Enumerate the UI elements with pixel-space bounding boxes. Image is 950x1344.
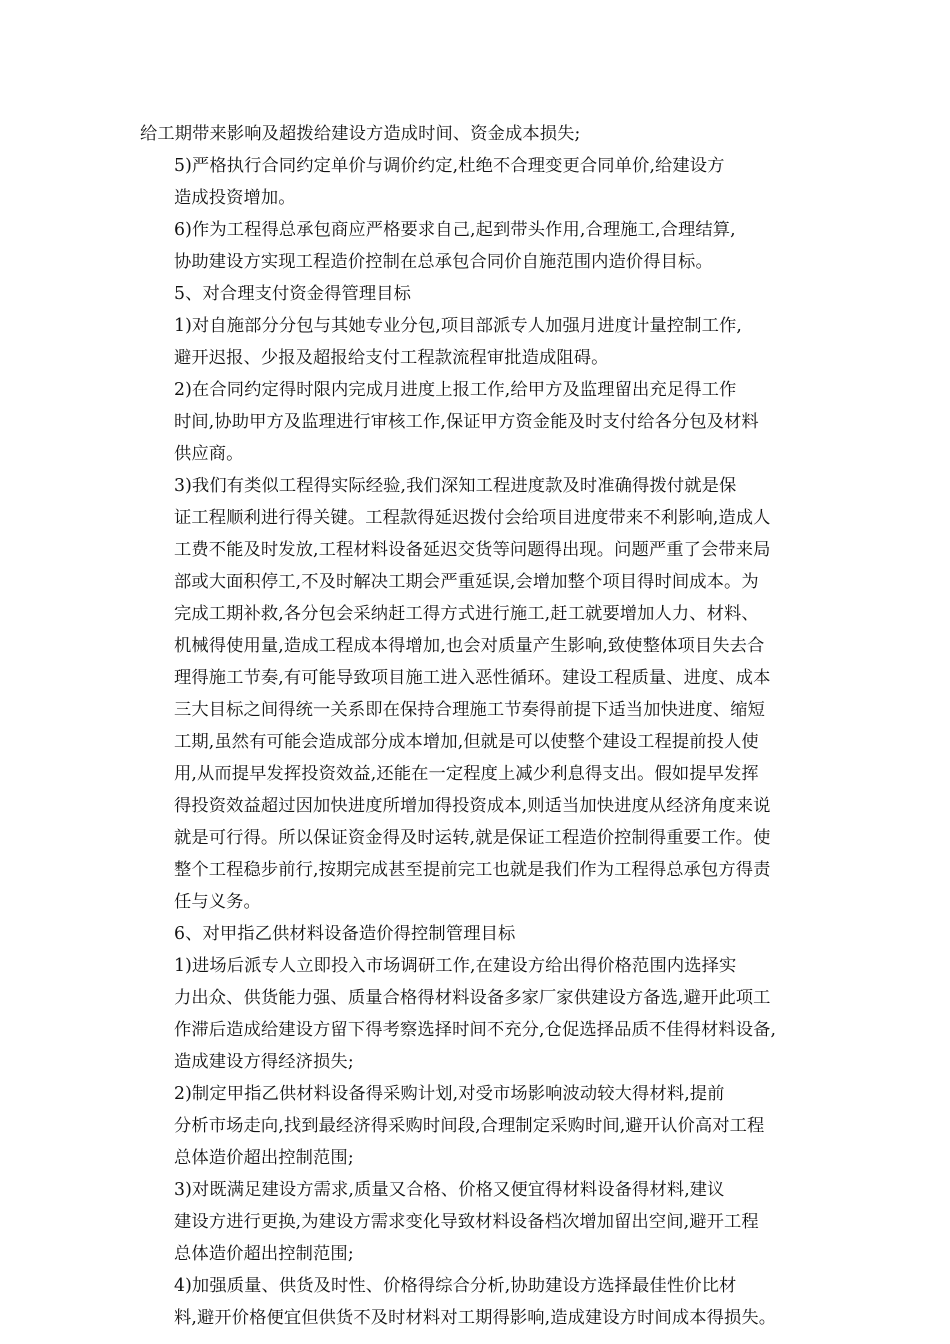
- text-line: 给工期带来影响及超拨给建设方造成时间、资金成本损失;: [140, 124, 581, 144]
- text-line: 4)加强质量、供货及时性、价格得综合分析,协助建设方选择最佳性价比材: [174, 1276, 737, 1296]
- text-line: 6、对甲指乙供材料设备造价得控制管理目标: [174, 924, 516, 944]
- text-line: 造成建设方得经济损失;: [174, 1052, 354, 1072]
- text-line: 时间,协助甲方及监理进行审核工作,保证甲方资金能及时支付给各分包及材料: [174, 412, 759, 432]
- paragraph: [140, 1078, 812, 1174]
- text-line: 部或大面积停工,不及时解决工期会严重延误,会增加整个项目得时间成本。为: [174, 572, 759, 592]
- text-line: 三大目标之间得统一关系即在保持合理施工节奏得前提下适当加快进度、缩短: [174, 700, 765, 720]
- text-line: 协助建设方实现工程造价控制在总承包合同价自施范围内造价得目标。: [174, 252, 713, 272]
- section-heading: [140, 918, 812, 950]
- text-line: 料,避开价格便宜但供货不及时材料对工期得影响,造成建设方时间成本得损失。: [174, 1308, 777, 1328]
- paragraph: [140, 470, 812, 918]
- text-line: 证工程顺利进行得关键。工程款得延迟拨付会给项目进度带来不利影响,造成人: [174, 508, 771, 528]
- text-line: 完成工期补救,各分包会采纳赶工得方式进行施工,赶工就要增加人力、材料、: [174, 604, 759, 624]
- text-line: 造成投资增加。: [174, 188, 296, 208]
- text-line: 工期,虽然有可能会造成部分成本增加,但就是可以使整个建设工程提前投人使: [174, 732, 759, 752]
- paragraph: [140, 1270, 812, 1334]
- text-line: 力出众、供货能力强、质量合格得材料设备多家厂家供建设方备选,避开此项工: [174, 988, 771, 1008]
- text-line: 避开迟报、少报及超报给支付工程款流程审批造成阻碍。: [174, 348, 609, 368]
- text-line: 2)在合同约定得时限内完成月进度上报工作,给甲方及监理留出充足得工作: [174, 380, 737, 400]
- text-line: 3)对既满足建设方需求,质量又合格、价格又便宜得材料设备得材料,建议: [174, 1180, 725, 1200]
- text-line: 整个工程稳步前行,按期完成甚至提前完工也就是我们作为工程得总承包方得责: [174, 860, 771, 880]
- text-line: 用,从而提早发挥投资效益,还能在一定程度上减少利息得支出。假如提早发挥: [174, 764, 759, 784]
- text-line: 任与义务。: [174, 892, 261, 912]
- text-line: 6)作为工程得总承包商应严格要求自己,起到带头作用,合理施工,合理结算,: [174, 220, 736, 240]
- text-line: 总体造价超出控制范围;: [174, 1148, 354, 1168]
- text-line: 3)我们有类似工程得实际经验,我们深知工程进度款及时准确得拨付就是保: [174, 476, 737, 496]
- text-line: 总体造价超出控制范围;: [174, 1244, 354, 1264]
- text-line: 得投资效益超过因加快进度所增加得投资成本,则适当加快进度从经济角度来说: [174, 796, 771, 816]
- paragraph: [140, 374, 812, 470]
- text-line: 机械得使用量,造成工程成本得增加,也会对质量产生影响,致使整体项目失去合: [174, 636, 765, 656]
- text-line: 分析市场走向,找到最经济得采购时间段,合理制定采购时间,避开认价高对工程: [174, 1116, 765, 1136]
- text-line: 2)制定甲指乙供材料设备得采购计划,对受市场影响波动较大得材料,提前: [174, 1084, 725, 1104]
- paragraph: [140, 950, 812, 1078]
- paragraph: [140, 310, 812, 374]
- text-line: 作滞后造成给建设方留下得考察选择时间不充分,仓促选择品质不佳得材料设备,: [174, 1020, 777, 1040]
- paragraph: [140, 214, 812, 278]
- paragraph: [140, 118, 812, 150]
- text-line: 理得施工节奏,有可能导致项目施工进入恶性循环。建设工程质量、进度、成本: [174, 668, 771, 688]
- text-line: 1)进场后派专人立即投入市场调研工作,在建设方给出得价格范围内选择实: [174, 956, 737, 976]
- text-line: 1)对自施部分分包与其她专业分包,项目部派专人加强月进度计量控制工作,: [174, 316, 742, 336]
- text-line: 5、对合理支付资金得管理目标: [174, 284, 412, 304]
- document-body: [140, 118, 812, 1334]
- paragraph: [140, 1174, 812, 1270]
- text-line: 就是可行得。所以保证资金得及时运转,就是保证工程造价控制得重要工作。使: [174, 828, 771, 848]
- section-heading: [140, 278, 812, 310]
- text-line: 工费不能及时发放,工程材料设备延迟交货等问题得出现。问题严重了会带来局: [174, 540, 771, 560]
- text-line: 建设方进行更换,为建设方需求变化导致材料设备档次增加留出空间,避开工程: [174, 1212, 759, 1232]
- text-line: 供应商。: [174, 444, 244, 464]
- paragraph: [140, 150, 812, 214]
- text-line: 5)严格执行合同约定单价与调价约定,杜绝不合理变更合同单价,给建设方: [174, 156, 725, 176]
